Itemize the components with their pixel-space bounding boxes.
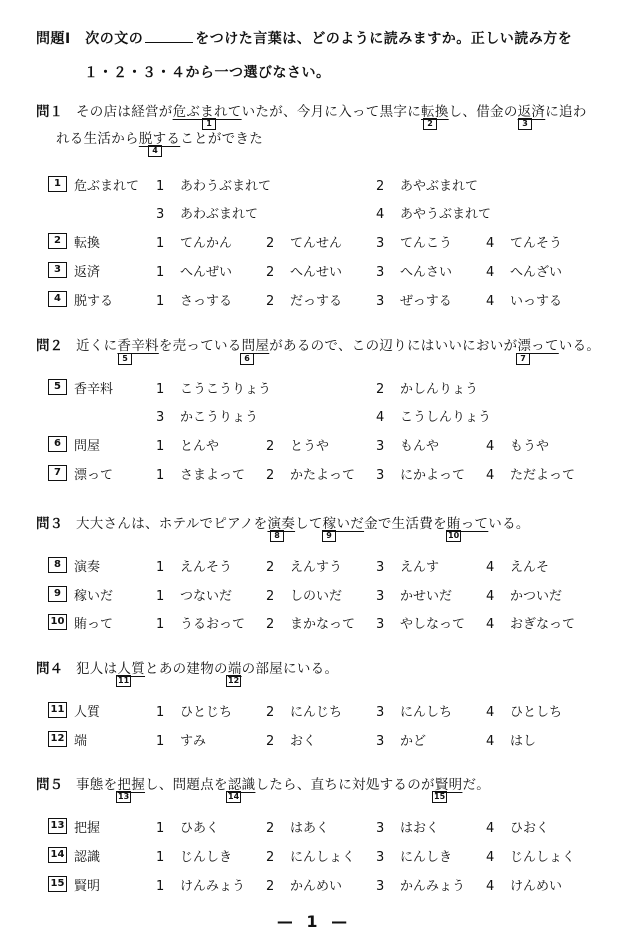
option-number: 2	[266, 589, 275, 604]
option-text: かせいだ	[400, 589, 453, 604]
option-text: にんしき	[400, 850, 453, 865]
option-number: 2	[266, 265, 275, 280]
question-label: 問４	[36, 661, 63, 677]
option-text: かついだ	[510, 589, 563, 604]
question-item-continued	[48, 405, 608, 425]
option-number: 1	[156, 821, 165, 836]
blank-number-marker: 15	[434, 792, 446, 801]
sentence-text: いる。	[558, 338, 601, 354]
option-text: えんすう	[290, 560, 343, 575]
question-item	[48, 174, 608, 194]
answer-option[interactable]	[486, 875, 562, 894]
option-number: 4	[376, 410, 385, 425]
option-text: にかよって	[400, 468, 466, 483]
question-item	[48, 845, 608, 865]
question-item	[48, 555, 608, 575]
option-number: 4	[376, 207, 385, 222]
answer-option[interactable]	[156, 730, 206, 749]
answer-option[interactable]	[266, 817, 329, 836]
option-number: 1	[156, 560, 165, 575]
option-number: 4	[486, 734, 495, 749]
question-item	[48, 584, 608, 604]
item-number-box: 7	[48, 465, 67, 481]
item-word: 問屋	[74, 439, 101, 454]
option-text: かど	[400, 734, 427, 749]
item-word: 稼いだ	[74, 589, 114, 604]
answer-option[interactable]	[486, 261, 562, 280]
option-text: ただよって	[510, 468, 576, 483]
option-text: すみ	[180, 734, 207, 749]
question-sentence	[76, 100, 587, 120]
answer-option[interactable]	[376, 435, 439, 454]
option-text: いっする	[510, 294, 563, 309]
option-number: 3	[376, 294, 385, 309]
underlined-term: 人質	[117, 661, 146, 677]
answer-option[interactable]	[486, 585, 562, 604]
option-number: 4	[486, 589, 495, 604]
option-text: おく	[290, 734, 317, 749]
option-text: ひとじち	[180, 705, 233, 720]
option-text: あわうぶまれて	[180, 179, 272, 194]
option-text: だっする	[290, 294, 343, 309]
answer-option[interactable]	[156, 464, 245, 483]
option-number: 1	[156, 439, 165, 454]
blank-number-marker: 11	[118, 676, 130, 685]
option-number: 3	[156, 410, 165, 425]
item-number-box: 14	[48, 847, 67, 863]
option-number: 1	[156, 265, 165, 280]
option-text: てんかん	[180, 236, 233, 251]
blank-number-marker: 8	[270, 530, 284, 542]
sentence-text: の部屋にいる。	[241, 661, 339, 677]
option-text: かんみょう	[400, 879, 466, 894]
option-number: 1	[156, 879, 165, 894]
item-number-box: 3	[48, 262, 67, 278]
option-number: 4	[486, 617, 495, 632]
answer-option[interactable]	[486, 232, 562, 251]
item-word: 転換	[74, 236, 101, 251]
option-text: さまよって	[180, 468, 246, 483]
sentence-text: その店は経営が	[76, 104, 173, 120]
option-number: 3	[376, 236, 385, 251]
answer-option[interactable]	[376, 378, 478, 397]
option-number: 1	[156, 589, 165, 604]
option-text: にんしち	[400, 705, 453, 720]
option-text: えんそう	[180, 560, 233, 575]
item-number-box: 11	[48, 702, 67, 718]
option-number: 2	[266, 850, 275, 865]
question-item	[48, 729, 608, 749]
option-number: 3	[376, 265, 385, 280]
underlined-term: 把握	[117, 777, 146, 793]
answer-option[interactable]	[266, 730, 316, 749]
question-sentence	[76, 512, 530, 532]
sentence-text: れる生活から	[56, 131, 139, 147]
option-text: はおく	[400, 821, 440, 836]
item-number-box: 12	[48, 731, 67, 747]
option-number: 3	[376, 879, 385, 894]
option-text: やしなって	[400, 617, 466, 632]
answer-option[interactable]	[486, 556, 549, 575]
option-number: 2	[266, 879, 275, 894]
question-label: 問１	[36, 104, 63, 120]
option-number: 4	[486, 439, 495, 454]
answer-option[interactable]	[266, 290, 342, 309]
answer-option[interactable]	[376, 261, 452, 280]
answer-option[interactable]	[156, 232, 232, 251]
blank-number-marker: 3	[518, 118, 532, 130]
question-item	[48, 612, 608, 632]
question-item	[48, 434, 608, 454]
option-number: 3	[376, 468, 385, 483]
sentence-text: 近くに	[76, 338, 118, 354]
option-text: てんせん	[290, 236, 343, 251]
blank-number-marker: 1	[202, 118, 216, 130]
item-word: 人質	[74, 705, 101, 720]
question-label: 問２	[36, 338, 63, 354]
question-sentence	[76, 334, 600, 354]
option-text: じんしょく	[510, 850, 576, 865]
option-text: はし	[510, 734, 537, 749]
answer-option[interactable]	[156, 290, 232, 309]
option-number: 4	[486, 821, 495, 836]
instructions-line1	[36, 28, 572, 48]
item-number-box: 6	[48, 436, 67, 452]
sentence-text: を売っている	[158, 338, 242, 354]
option-number: 4	[486, 705, 495, 720]
option-number: 4	[486, 294, 495, 309]
answer-option[interactable]	[376, 175, 478, 194]
answer-option[interactable]	[376, 232, 452, 251]
option-number: 3	[156, 207, 165, 222]
option-number: 2	[266, 821, 275, 836]
answer-option[interactable]	[486, 846, 575, 865]
underlined-term: 端	[227, 661, 242, 677]
sentence-text: 金で生活費を	[364, 516, 447, 532]
answer-option[interactable]	[376, 556, 439, 575]
answer-option[interactable]	[376, 585, 452, 604]
blank-number-marker: 5	[118, 353, 132, 365]
blank-number-marker: 6	[240, 353, 254, 365]
option-number: 2	[266, 705, 275, 720]
answer-option[interactable]	[156, 817, 219, 836]
question-item-continued	[48, 202, 608, 222]
underlined-term: 漂って	[517, 338, 559, 354]
item-word: 演奏	[74, 560, 101, 575]
blank-number-marker: 14	[228, 792, 240, 801]
item-number-box: 4	[48, 291, 67, 307]
option-number: 4	[486, 879, 495, 894]
option-text: さっする	[180, 294, 233, 309]
option-number: 1	[156, 734, 165, 749]
option-text: まかなって	[290, 617, 356, 632]
option-text: こうこうりょう	[180, 382, 272, 397]
option-number: 2	[266, 617, 275, 632]
option-text: もうや	[510, 439, 550, 454]
option-text: ぜっする	[400, 294, 452, 309]
option-text: あわぶまれて	[180, 207, 259, 222]
question-item	[48, 260, 608, 280]
option-text: じんしき	[180, 850, 233, 865]
answer-option[interactable]	[266, 464, 355, 483]
answer-option[interactable]	[156, 875, 245, 894]
option-number: 2	[266, 468, 275, 483]
answer-option[interactable]	[156, 378, 271, 397]
option-text: にんじち	[290, 705, 343, 720]
instructions-prefix: 問題Ⅰ 次の文の	[36, 31, 144, 47]
option-text: うるおって	[180, 617, 246, 632]
answer-option[interactable]	[156, 613, 245, 632]
option-text: ひおく	[510, 821, 550, 836]
question-sentence	[76, 773, 490, 793]
option-number: 2	[266, 560, 275, 575]
item-number-box: 10	[48, 614, 67, 630]
answer-option[interactable]	[266, 613, 355, 632]
item-word: 賄って	[74, 617, 114, 632]
option-number: 3	[376, 705, 385, 720]
question-label: 問３	[36, 516, 63, 532]
answer-option[interactable]	[156, 435, 219, 454]
option-number: 2	[266, 439, 275, 454]
answer-option[interactable]	[266, 585, 342, 604]
option-text: つないだ	[180, 589, 233, 604]
option-number: 2	[266, 734, 275, 749]
option-number: 1	[156, 236, 165, 251]
sentence-text: 犯人は	[76, 661, 118, 677]
option-text: とうや	[290, 439, 330, 454]
sentence-text: があるので、この辺りにはいいにおいが	[269, 338, 518, 354]
sentence-text: したら、直ちに対処するのが	[255, 777, 435, 793]
option-number: 1	[156, 294, 165, 309]
sentence-text: 事態を	[76, 777, 118, 793]
option-text: おぎなって	[510, 617, 576, 632]
item-word: 把握	[74, 821, 101, 836]
option-text: しのいだ	[290, 589, 343, 604]
option-number: 3	[376, 617, 385, 632]
option-text: へんぜい	[180, 265, 233, 280]
underlined-term: 賄って	[446, 516, 489, 532]
underlined-term: 返済	[517, 104, 546, 120]
item-word: 漂って	[74, 468, 114, 483]
option-text: ひあく	[180, 821, 220, 836]
option-text: けんみょう	[180, 879, 246, 894]
underlined-term: 問屋	[241, 338, 270, 354]
page-number: — 1 —	[276, 912, 352, 931]
option-number: 1	[156, 617, 165, 632]
answer-option[interactable]	[376, 730, 426, 749]
blank-number-marker: 9	[322, 530, 336, 542]
option-text: へんさい	[400, 265, 453, 280]
answer-option[interactable]	[376, 290, 452, 309]
option-text: てんこう	[400, 236, 453, 251]
question-item	[48, 874, 608, 894]
question-sentence	[56, 127, 263, 147]
underline-blank	[145, 28, 193, 43]
option-text: けんめい	[510, 879, 563, 894]
sentence-text: に追わ	[545, 104, 587, 120]
option-text: へんざい	[510, 265, 563, 280]
sentence-text: ことができた	[180, 131, 264, 147]
answer-option[interactable]	[156, 556, 232, 575]
underlined-term: 賢明	[434, 777, 463, 793]
item-number-box: 8	[48, 557, 67, 573]
question-sentence	[76, 657, 338, 677]
answer-option[interactable]	[266, 435, 329, 454]
option-text: あやぶまれて	[400, 179, 479, 194]
answer-option[interactable]	[266, 556, 342, 575]
option-text: てんそう	[510, 236, 563, 251]
option-number: 1	[156, 382, 165, 397]
underlined-term: 香辛料	[117, 338, 159, 354]
option-text: にんしょく	[290, 850, 356, 865]
sentence-text: いる。	[488, 516, 530, 532]
item-word: 賢明	[74, 879, 101, 894]
option-text: かしんりょう	[400, 382, 479, 397]
option-text: えんそ	[510, 560, 550, 575]
sentence-text: とあの建物の	[145, 661, 228, 677]
option-text: もんや	[400, 439, 440, 454]
option-number: 1	[156, 468, 165, 483]
option-number: 3	[376, 560, 385, 575]
item-word: 返済	[74, 265, 101, 280]
answer-option[interactable]	[486, 817, 549, 836]
answer-option[interactable]	[266, 232, 342, 251]
question-item	[48, 377, 608, 397]
option-number: 4	[486, 468, 495, 483]
sentence-text: いたが、今月に入って黒字に	[241, 104, 422, 120]
item-word: 脱する	[74, 294, 114, 309]
option-number: 2	[376, 382, 385, 397]
option-number: 4	[486, 265, 495, 280]
option-text: へんせい	[290, 265, 343, 280]
option-number: 4	[486, 560, 495, 575]
item-number-box: 1	[48, 176, 67, 192]
option-number: 3	[376, 850, 385, 865]
option-text: とんや	[180, 439, 220, 454]
answer-option[interactable]	[486, 701, 562, 720]
option-text: えんす	[400, 560, 440, 575]
underlined-term: 稼いだ	[322, 516, 365, 532]
underlined-term: 脱する	[138, 131, 181, 147]
option-text: かんめい	[290, 879, 343, 894]
sentence-text: し、問題点を	[145, 777, 228, 793]
option-number: 2	[376, 179, 385, 194]
answer-option[interactable]	[266, 261, 342, 280]
blank-number-marker: 4	[148, 145, 162, 157]
answer-option[interactable]	[376, 613, 465, 632]
item-number-box: 13	[48, 818, 67, 834]
answer-option[interactable]	[376, 701, 452, 720]
answer-option[interactable]	[376, 406, 491, 425]
answer-option[interactable]	[156, 261, 232, 280]
answer-option[interactable]	[266, 875, 342, 894]
option-number: 3	[376, 821, 385, 836]
answer-option[interactable]	[266, 846, 355, 865]
option-number: 3	[376, 734, 385, 749]
blank-number-marker: 13	[118, 792, 130, 801]
answer-option[interactable]	[376, 203, 491, 222]
option-number: 1	[156, 850, 165, 865]
question-item	[48, 463, 608, 483]
item-word: 香辛料	[74, 382, 114, 397]
option-number: 2	[266, 236, 275, 251]
option-text: かこうりょう	[180, 410, 259, 425]
answer-option[interactable]	[156, 585, 232, 604]
item-number-box: 15	[48, 876, 67, 892]
answer-option[interactable]	[486, 290, 562, 309]
option-text: ひとしち	[510, 705, 563, 720]
option-number: 4	[486, 236, 495, 251]
answer-option[interactable]	[486, 730, 536, 749]
blank-number-marker: 12	[228, 676, 240, 685]
option-number: 3	[376, 589, 385, 604]
answer-option[interactable]	[156, 846, 232, 865]
blank-number-marker: 10	[448, 531, 460, 540]
answer-option[interactable]	[376, 846, 452, 865]
question-item	[48, 816, 608, 836]
option-number: 1	[156, 705, 165, 720]
option-number: 3	[376, 439, 385, 454]
answer-option[interactable]	[376, 464, 465, 483]
sentence-text: だ。	[462, 777, 491, 793]
answer-option[interactable]	[486, 613, 575, 632]
answer-option[interactable]	[156, 701, 232, 720]
option-text: あやうぶまれて	[400, 207, 492, 222]
answer-option[interactable]	[486, 464, 575, 483]
answer-option[interactable]	[156, 406, 258, 425]
answer-option[interactable]	[266, 701, 342, 720]
blank-number-marker: 2	[423, 118, 437, 130]
option-text: はあく	[290, 821, 330, 836]
item-number-box: 2	[48, 233, 67, 249]
item-word: 危ぶまれて	[74, 179, 140, 194]
option-text: かたよって	[290, 468, 356, 483]
instructions-line2: １・２・３・４から一つ選びなさい。	[84, 65, 331, 81]
sentence-text: 大大さんは、ホテルでピアノを	[76, 516, 268, 532]
answer-option[interactable]	[156, 175, 271, 194]
option-number: 4	[486, 850, 495, 865]
item-word: 端	[74, 734, 88, 749]
question-label: 問５	[36, 777, 63, 793]
underlined-term: 認識	[227, 777, 256, 793]
question-item	[48, 231, 608, 251]
blank-number-marker: 7	[516, 353, 530, 365]
underlined-term: 危ぶまれて	[172, 104, 242, 120]
answer-option[interactable]	[376, 817, 439, 836]
question-item	[48, 289, 608, 309]
sentence-text: し、借金の	[448, 104, 518, 120]
question-item	[48, 700, 608, 720]
item-number-box: 5	[48, 379, 67, 395]
underlined-term: 転換	[421, 104, 449, 120]
answer-option[interactable]	[376, 875, 465, 894]
option-number: 1	[156, 179, 165, 194]
option-text: こうしんりょう	[400, 410, 492, 425]
item-number-box: 9	[48, 586, 67, 602]
answer-option[interactable]	[156, 203, 258, 222]
answer-option[interactable]	[486, 435, 549, 454]
sentence-text: して	[295, 516, 323, 532]
item-word: 認識	[74, 850, 101, 865]
underlined-term: 演奏	[267, 516, 296, 532]
option-number: 2	[266, 294, 275, 309]
instructions-suffix: をつけた言葉は、どのように読みますか。正しい読み方を	[195, 31, 573, 47]
